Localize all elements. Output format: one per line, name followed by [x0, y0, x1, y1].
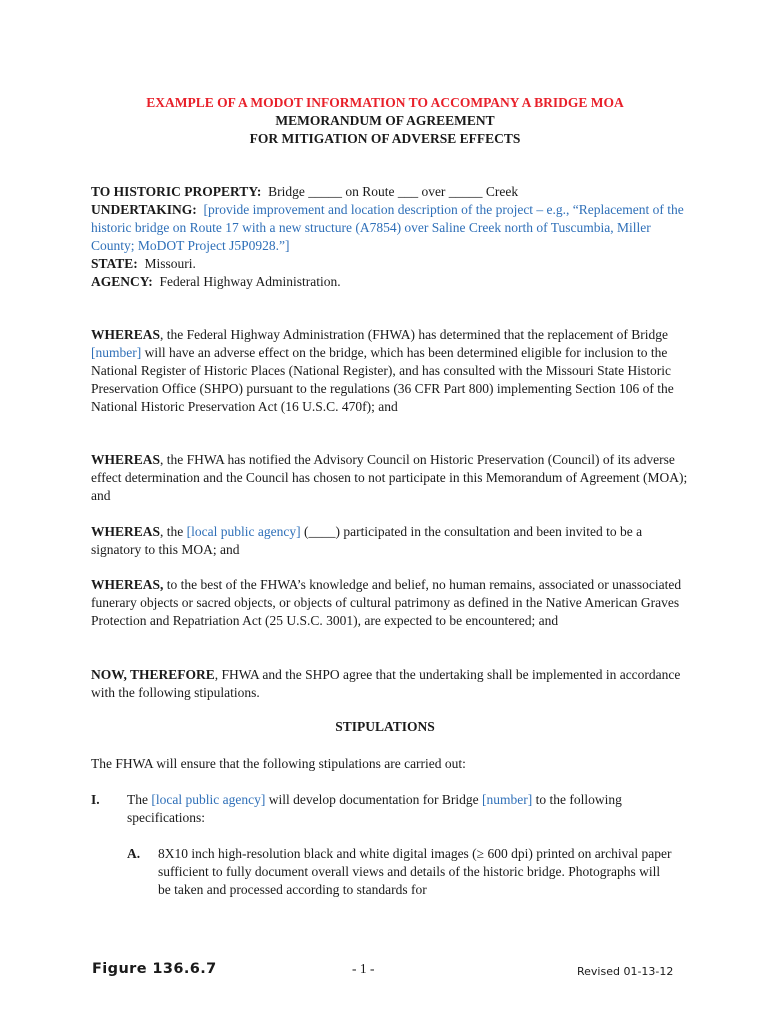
stipulations-heading: STIPULATIONS: [335, 719, 435, 734]
state-line: [91, 255, 691, 273]
stipulation-number: I.: [91, 792, 100, 807]
therefore-paragraph: [91, 666, 691, 702]
page-number: - 1 -: [352, 961, 375, 976]
property-label: TO HISTORIC PROPERTY:: [91, 184, 262, 199]
undertaking-value: [provide improvement and location description of the project – e.g., “Replacement of the historic bridge on Route 17 with a new structure (A7854) over Saline Creek north of Tuscumbia, Miller County; MoDOT Project J5P0928.”]: [91, 202, 684, 253]
agency-line: [91, 273, 691, 291]
agency-label: AGENCY:: [91, 274, 153, 289]
bridge-number-placeholder: [number]: [91, 345, 142, 360]
paragraph-text: to the best of the FHWA’s knowledge and belief, no human remains, associated or unassociated funerary objects or sacred objects, or objects of cultural patrimony as defined in the Native American Graves Protection and Repatriation Act (25 U.S.C. 3001), are expected to be encountered; and: [91, 577, 682, 628]
agency-placeholder: [local public agency]: [186, 524, 301, 539]
paragraph-text: , FHWA and the SHPO agree that the undertaking shall be implemented in accordance with the following stipulations.: [91, 667, 681, 700]
moa-title: MEMORANDUM OF AGREEMENT: [275, 113, 495, 128]
whereas-lead: WHEREAS: [91, 327, 161, 342]
paragraph-text: , the FHWA has notified the Advisory Council on Historic Preservation (Council) of its adverse effect determination and the Council has chosen to not participate in this Memorandum of Agreement (MOA); and: [91, 452, 688, 503]
property-line: [91, 183, 691, 201]
whereas-paragraph-3: [91, 523, 691, 559]
figure-label: Figure 136.6.7: [92, 961, 217, 977]
agency-value: Federal Highway Administration.: [159, 274, 341, 289]
document-header: [0, 94, 770, 148]
state-value: Missouri.: [144, 256, 196, 271]
state-label: STATE:: [91, 256, 138, 271]
sub-item-text: 8X10 inch high-resolution black and white digital images (≥ 600 dpi) printed on archival paper sufficient to fully document overall views and details of the historic bridge. Photographs will be taken and processed according to standards for: [158, 846, 672, 897]
paragraph-text: , the: [160, 524, 187, 539]
sub-item-letter: A.: [127, 846, 141, 861]
therefore-lead: NOW, THEREFORE: [91, 667, 215, 682]
property-value: Bridge _____ on Route ___ over _____ Creek: [268, 184, 519, 199]
whereas-paragraph-2: [91, 451, 691, 505]
moa-subtitle: FOR MITIGATION OF ADVERSE EFFECTS: [249, 131, 521, 146]
stipulation-text-part: will develop documentation for Bridge: [265, 792, 483, 807]
stipulation-text-part: to the following specifications:: [127, 792, 622, 825]
whereas-lead: WHEREAS: [91, 524, 161, 539]
whereas-paragraph-1: [91, 326, 691, 416]
paragraph-text: will have an adverse effect on the bridge, which has been determined eligible for inclusion to the National Register of Historic Places (National Register), and has consulted with the Missouri State Historic Preservation Office (SHPO) pursuant to the regulations (36 CFR Part 800) implementing Section 106 of the National Historic Preservation Act (16 U.S.C. 470f); and: [91, 345, 674, 414]
agency-placeholder: [local public agency]: [151, 792, 266, 807]
paragraph-text: (____) participated in the consultation and been invited to be a signatory to this MOA; and: [91, 524, 643, 557]
whereas-lead: WHEREAS,: [91, 577, 164, 592]
revision-date: Revised 01-13-12: [577, 965, 674, 978]
undertaking-line: [91, 201, 691, 255]
whereas-lead: WHEREAS: [91, 452, 161, 467]
example-title: EXAMPLE OF A MODOT INFORMATION TO ACCOMPANY A BRIDGE MOA: [146, 95, 624, 110]
whereas-paragraph-4: [91, 576, 691, 630]
bridge-number-placeholder: [number]: [482, 792, 533, 807]
undertaking-label: UNDERTAKING:: [91, 202, 197, 217]
moa-metadata: [91, 183, 691, 291]
paragraph-text: , the Federal Highway Administration (FHWA) has determined that the replacement of Bridge: [160, 327, 669, 342]
stipulation-text-part: The: [127, 792, 152, 807]
stipulations-intro: The FHWA will ensure that the following stipulations are carried out:: [91, 756, 466, 771]
stipulation-text: [127, 791, 647, 827]
